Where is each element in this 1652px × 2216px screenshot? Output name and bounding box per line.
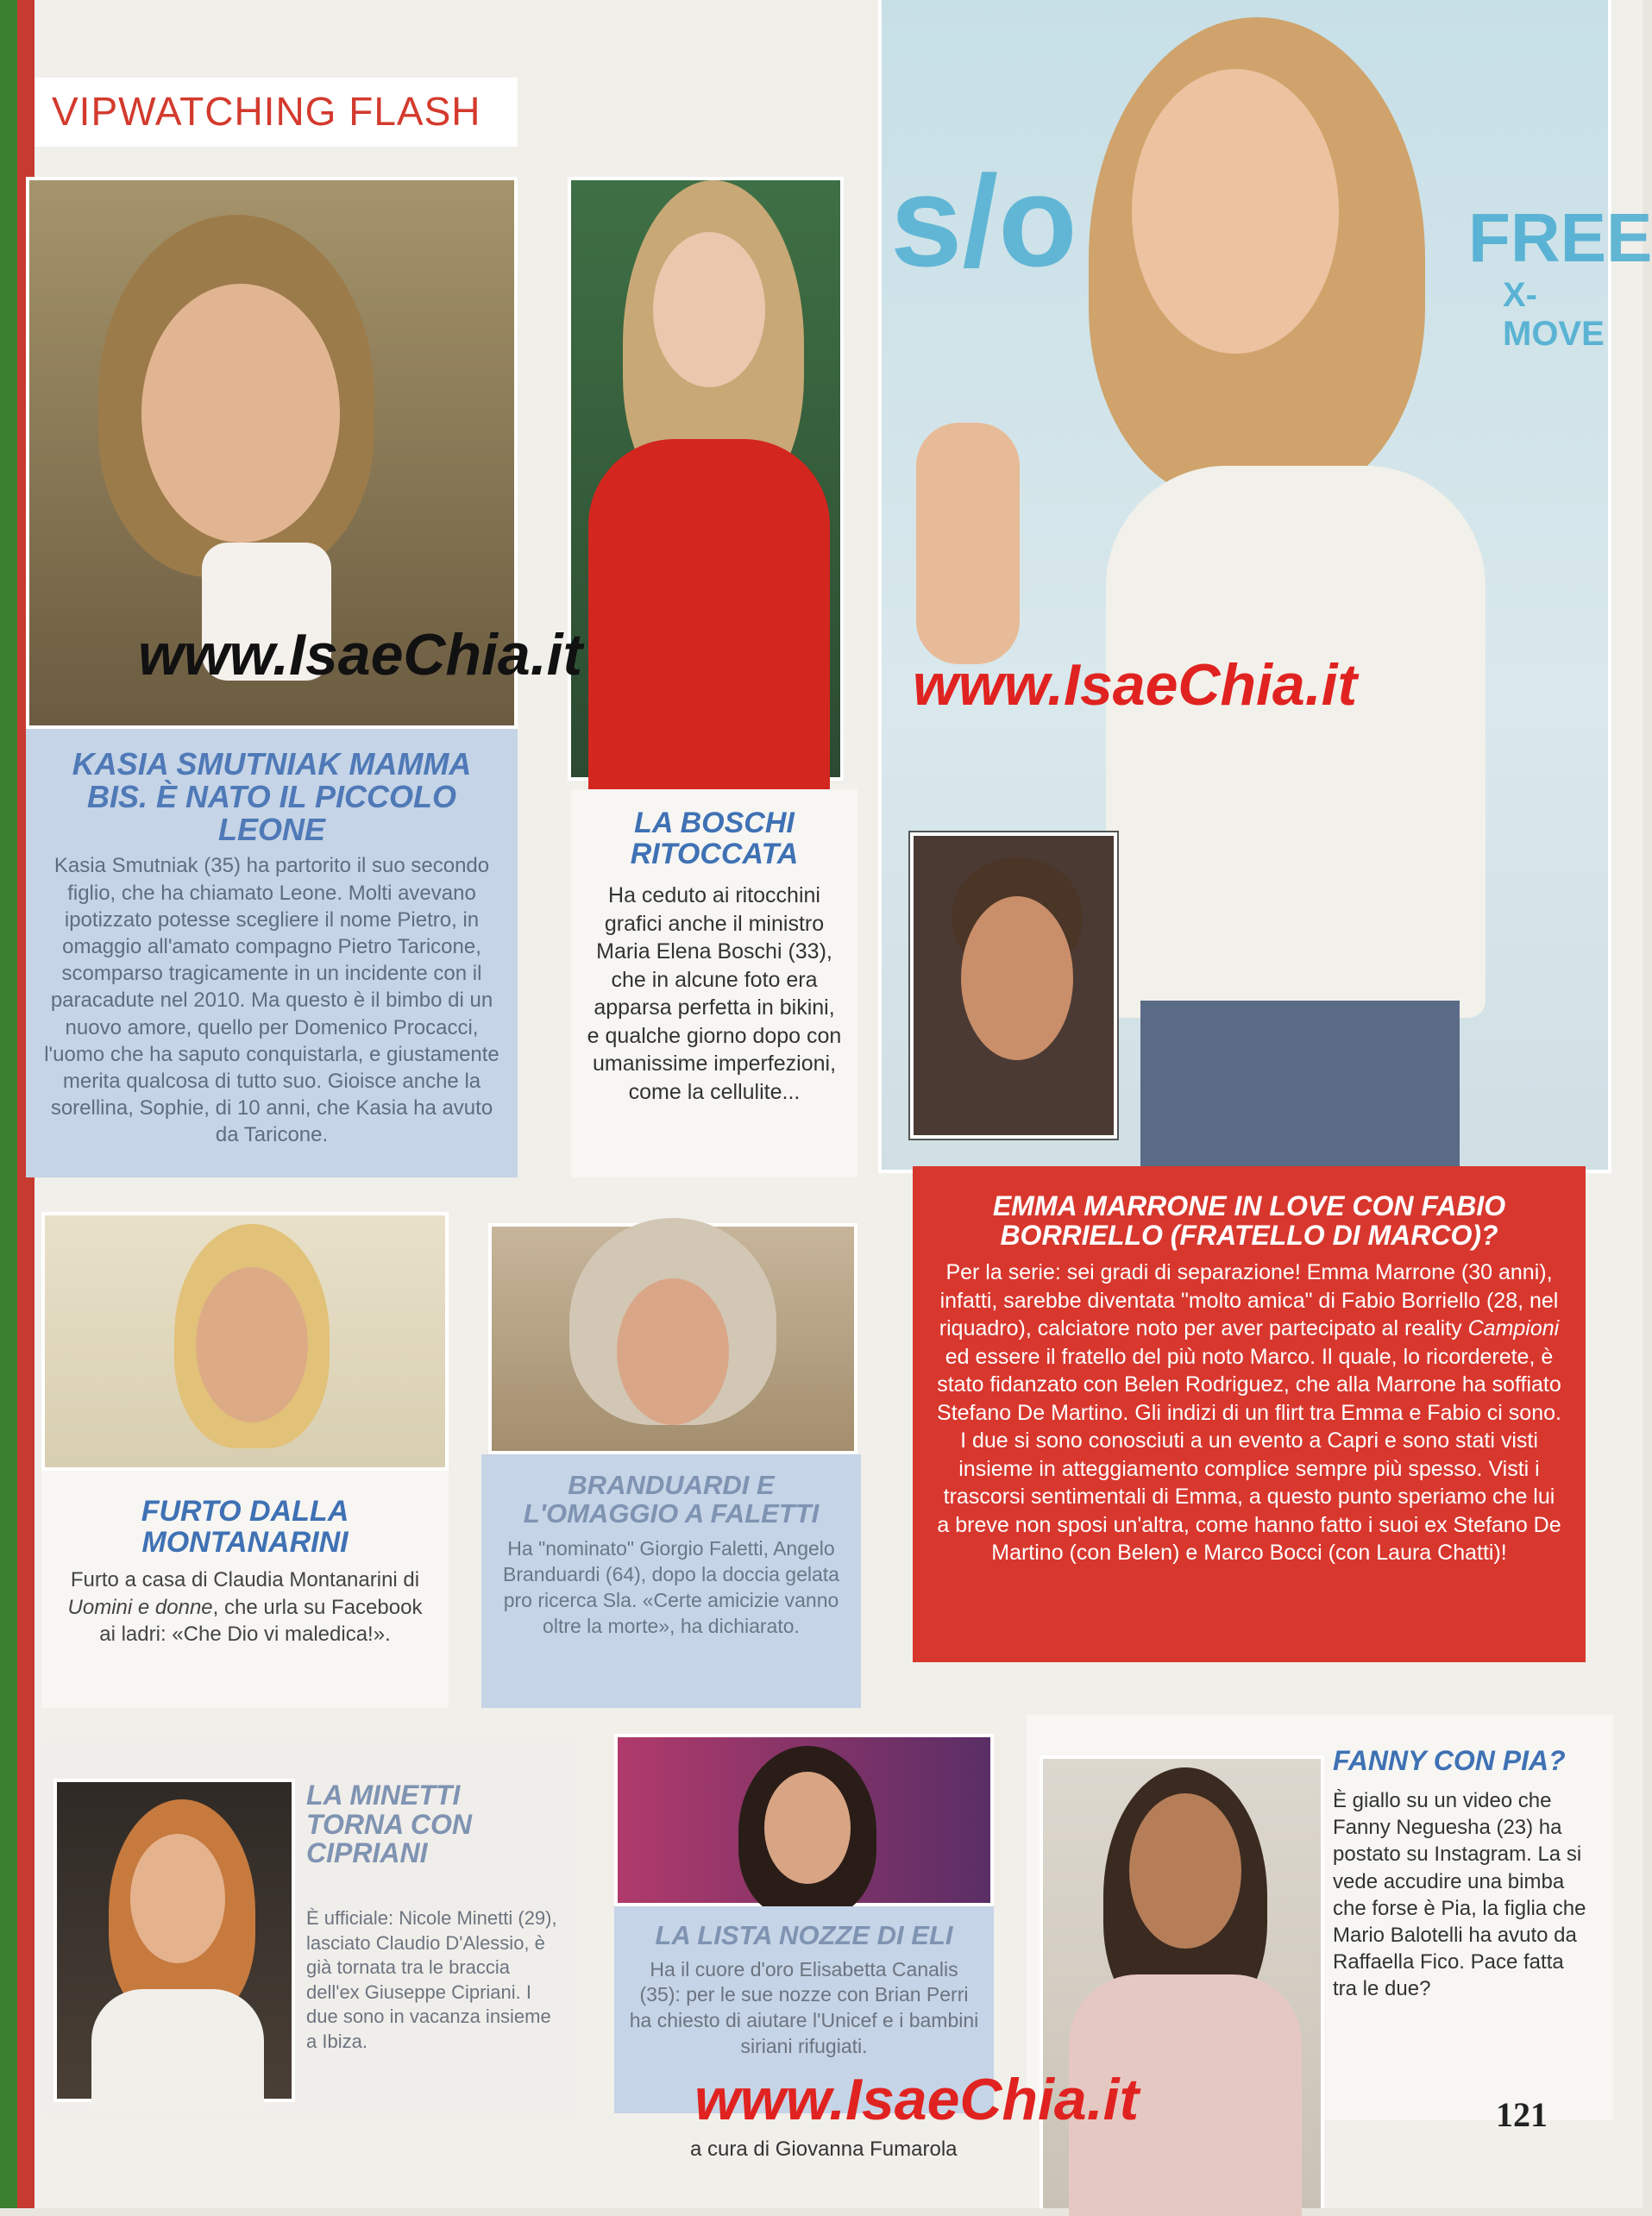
credit-line: a cura di Giovanna Fumarola [690,2138,958,2161]
eli-headline: LA LISTA NOZZE DI ELI [655,1920,953,1950]
kasia-article [26,729,518,1177]
branduardi-headline: BRANDUARDI E L'OMAGGIO A FALETTI [523,1470,820,1529]
kasia-headline: KASIA SMUTNIAK MAMMA BIS. È NATO IL PICCOLO LEONE [72,746,472,847]
fabio-inset-photo [910,832,1117,1139]
minetti-photo [53,1779,295,2102]
fanny-body: È giallo su un video che Fanny Neguesha (23) ha postato su Instagram. La si vede accudire una bimba che forse è Pia, la figlia che Mario Balotelli ha avuto da Raffaella Fico. Pace fatta tra le due? [1333,1789,1586,2001]
montanarini-photo [41,1212,449,1471]
sponsor-logo-free: FREE [1468,199,1652,276]
branduardi-article [481,1454,861,1708]
fanny-photo [1040,1755,1324,2208]
watermark-2: www.IsaeChia.it [913,652,1358,718]
section-header [35,78,518,147]
emma-body: Per la serie: sei gradi di separazione! Emma Marrone (30 anni), infatti, sarebbe diventata "molto amica" di Fabio Borriello (28, nel riquadro), calciatore noto per aver partecipato al reality Campioni ed essere il fratello del più noto Marco. Il quale, lo ricorderete, è stato fidanzato con Belen Rodriguez, che alla Marrone ha soffiato Stefano De Martino. Gli indizi di un flirt tra Emma e Fabio ci sono. I due si sono conosciuti a un evento a Capri e sono stati visti insieme in atteggiamento complice sempre più spesso. Visti i trascorsi sentimentali di Emma, a questo punto speriamo che lui a breve non sposi un'altra, come hanno fatto i suoi ex Stefano De Martino (con Belen) e Marco Bocci (con Laura Chatti)! [937,1260,1561,1566]
montanarini-headline: FURTO DALLA MONTANARINI [141,1495,349,1559]
watermark-3: www.IsaeChia.it [694,2067,1140,2132]
sponsor-logo: s/o [890,148,1077,293]
montanarini-article [41,1471,449,1708]
montanarini-body: Furto a casa di Claudia Montanarini di Uomini e donne, che urla su Facebook ai ladri: «Che Dio vi maledica!». [67,1568,423,1646]
page-number: 121 [1496,2095,1548,2134]
minetti-headline: LA MINETTI TORNA CON CIPRIANI [306,1780,472,1869]
boschi-headline: LA BOSCHI RITOCCATA [630,807,799,870]
fanny-headline: FANNY CON PIA? [1333,1745,1566,1776]
minetti-body: È ufficiale: Nicole Minetti (29), lasciato Claudio D'Alessio, è già tornata tra le braccia dell'ex Giuseppe Cipriani. I due sono in vacanza insieme a Ibiza. [306,1907,557,2052]
kasia-body: Kasia Smutniak (35) ha partorito il suo secondo figlio, che ha chiamato Leone. Molti avevano ipotizzato potesse scegliere il nome Pietro, in omaggio all'amato compagno Pietro Taricone, scomparso tragicamente in un incidente con il paracadute nel 2010. Ma questo è il bimbo di un nuovo amore, quello per Domenico Procacci, l'uomo che ha saputo conquistarla, e giustamente merita qualcosa di tutto suo. Gioisce anche la sorellina, Sophie, di 10 anni, che Kasia ha avuto da Taricone. [44,854,499,1147]
branduardi-body: Ha "nominato" Giorgio Faletti, Angelo Branduardi (64), dopo la doccia gelata pro ricerca Sla. «Certe amicizie vanno oltre la morte», ha dichiarato. [503,1537,839,1637]
branduardi-photo [488,1223,857,1454]
boschi-photo [568,177,844,781]
sponsor-logo-xmove: X-MOVE [1503,276,1605,353]
section-title: VIPWATCHING FLASH [52,89,481,134]
watermark-1: www.IsaeChia.it [138,622,583,687]
emma-article [913,1166,1586,1662]
eli-photo [614,1734,994,1906]
emma-headline: EMMA MARRONE IN LOVE CON FABIO BORRIELLO (FRATELLO DI MARCO)? [992,1190,1506,1251]
boschi-article [571,789,857,1177]
boschi-body: Ha ceduto ai ritocchini grafici anche il ministro Maria Elena Boschi (33), che in alcune foto era apparsa perfetta in bikini, e qualche giorno dopo con umanissime imperfezioni, come la cellulite... [587,883,842,1104]
eli-body: Ha il cuore d'oro Elisabetta Canalis (35): per le sue nozze con Brian Perri ha chiesto di aiutare l'Unicef e i bambini siriani rifugiati. [629,1957,979,2058]
